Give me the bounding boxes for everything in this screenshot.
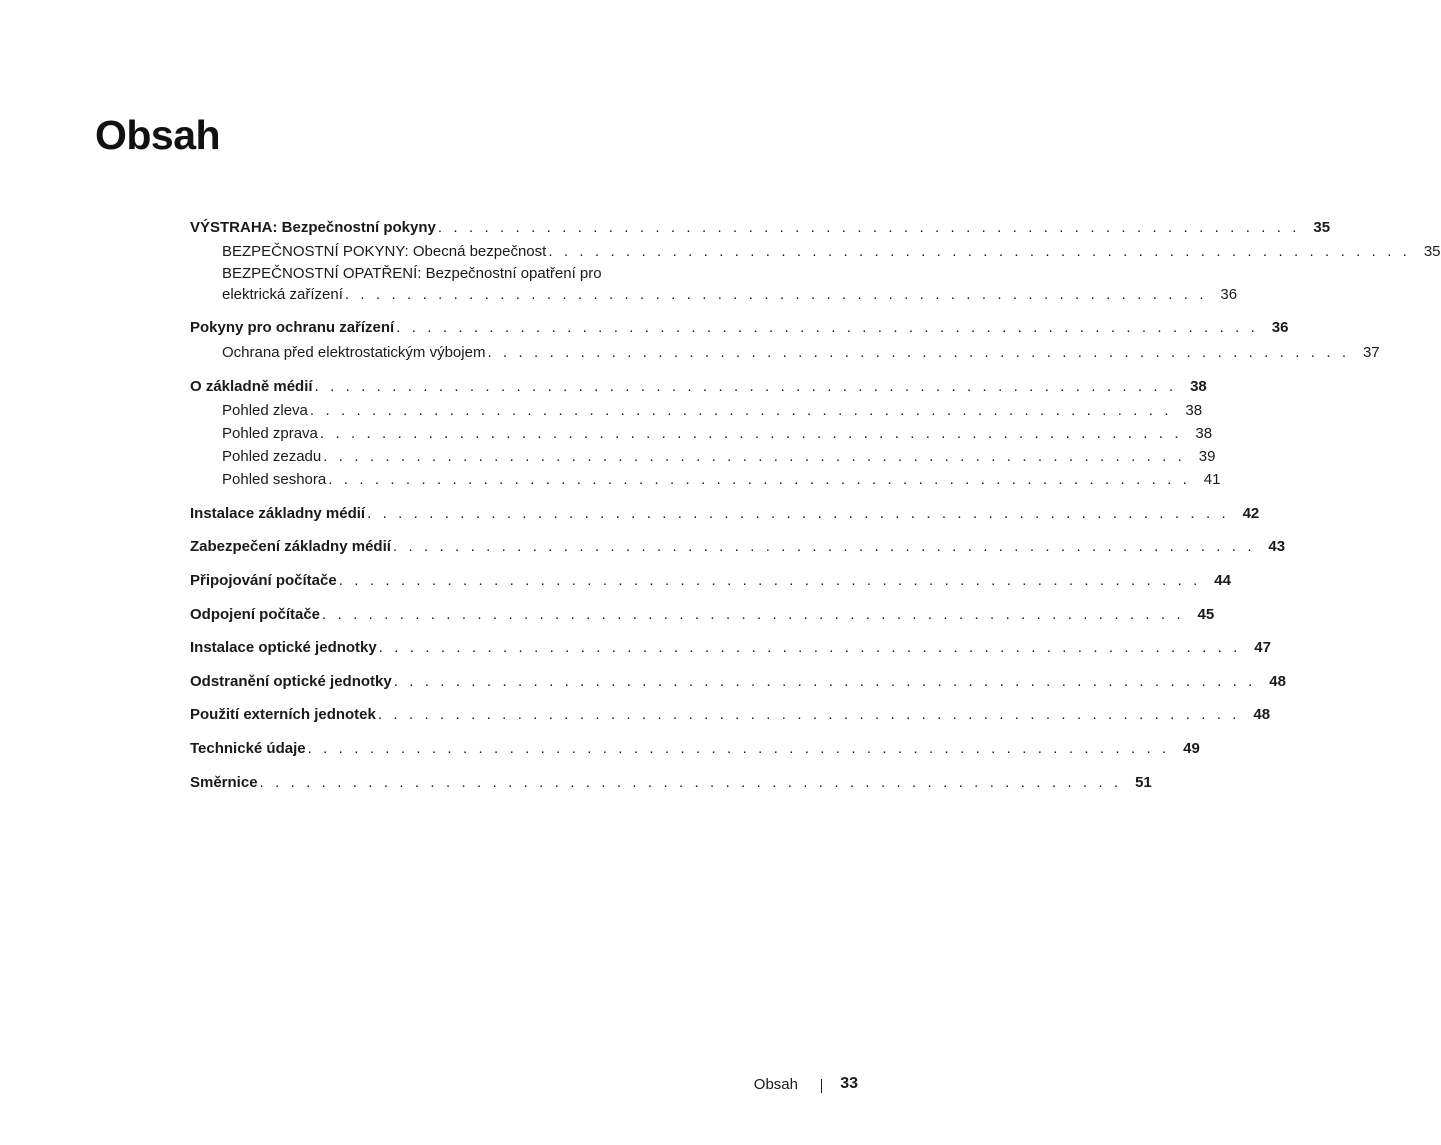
toc-entry-bezpecnostni-opatreni[interactable]: [222, 285, 1238, 305]
toc-entry-label: Ochrana před elektrostatickým výbojem: [222, 344, 486, 361]
toc-entry-page: 44: [1214, 572, 1231, 589]
toc-entry-label: Pohled zleva: [222, 402, 308, 419]
toc-entry-label: Směrnice: [190, 774, 258, 791]
toc-entry-page: 36: [1220, 286, 1238, 303]
toc-entry-page: 41: [1203, 471, 1221, 488]
toc-entry-page: 47: [1254, 639, 1271, 656]
toc-entry-page: 45: [1197, 606, 1215, 623]
leader-dots: . . . . . . . . . . . . . . . . . . . . . . . . . . . . . . . . . . . . . . . . . . . . . . . . . . . . . . . .: [307, 740, 1170, 757]
toc-entry-page: 38: [1185, 402, 1203, 419]
leader-dots: . . . . . . . . . . . . . . . . . . . . . . . . . . . . . . . . . . . . . . . . . . . . . . . . . . . . . . . .: [259, 774, 1122, 791]
toc-entry-page: 36: [1271, 319, 1289, 336]
toc-entry-page: 43: [1268, 538, 1286, 555]
toc-entry-page: 51: [1135, 774, 1152, 791]
toc-entry-label: O základně médií: [190, 378, 313, 395]
leader-dots: . . . . . . . . . . . . . . . . . . . . . . . . . . . . . . . . . . . . . . . . . . . . . . . . . . . . . . . .: [344, 286, 1208, 303]
leader-dots: . . . . . . . . . . . . . . . . . . . . . . . . . . . . . . . . . . . . . . . . . . . . . . . . . . . . . . . .: [377, 706, 1241, 723]
toc-entry-label: Pohled zezadu: [222, 448, 322, 465]
toc-entry-instalace-zakladny[interactable]: [190, 504, 1260, 524]
leader-dots: . . . . . . . . . . . . . . . . . . . . . . . . . . . . . . . . . . . . . . . . . . . . . . . . . . . . . . . .: [437, 219, 1301, 236]
toc-entry-o-zakladne[interactable]: [190, 377, 1207, 397]
toc-entry-label: Použití externích jednotek: [190, 706, 376, 723]
toc-entry-label: Zabezpečení základny médií: [190, 538, 391, 555]
leader-dots: . . . . . . . . . . . . . . . . . . . . . . . . . . . . . . . . . . . . . . . . . . . . . . . . . . . . . . . .: [319, 425, 1183, 442]
leader-dots: . . . . . . . . . . . . . . . . . . . . . . . . . . . . . . . . . . . . . . . . . . . . . . . . . . . . . . . .: [548, 243, 1411, 260]
toc-entry-label: Instalace optické jednotky: [190, 639, 377, 656]
toc-entry-label: Pohled zprava: [222, 425, 318, 442]
toc-entry-page: 48: [1253, 706, 1271, 723]
toc-entry-instalace-opticke[interactable]: [190, 638, 1271, 658]
toc-entry-odpojeni[interactable]: [190, 605, 1215, 625]
toc-entry-pohled-zezadu[interactable]: [222, 447, 1216, 467]
toc-entry-zabezpeceni[interactable]: [190, 537, 1286, 557]
toc-entry-page: 39: [1198, 448, 1216, 465]
toc-entry-technicke[interactable]: [190, 739, 1200, 759]
toc-entry-pripojovani[interactable]: [190, 571, 1231, 591]
page-footer: [700, 1076, 860, 1098]
leader-dots: . . . . . . . . . . . . . . . . . . . . . . . . . . . . . . . . . . . . . . . . . . . . . . . . . . . . . . . .: [378, 639, 1241, 656]
leader-dots: . . . . . . . . . . . . . . . . . . . . . . . . . . . . . . . . . . . . . . . . . . . . . . . . . . . . . . . .: [487, 344, 1350, 361]
toc-entry-bezpecnostni-opatreni-line1[interactable]: BEZPEČNOSTNÍ OPATŘENÍ: Bezpečnostní opatření pro: [222, 265, 602, 282]
toc-entry-bezpecnostni-pokyny[interactable]: [222, 242, 1441, 262]
toc-entry-pohled-seshora[interactable]: [222, 470, 1221, 490]
toc-entry-label: Odstranění optické jednotky: [190, 673, 392, 690]
toc-entry-label: Pohled seshora: [222, 471, 327, 488]
toc-entry-ochrana-esd[interactable]: [222, 343, 1380, 363]
leader-dots: . . . . . . . . . . . . . . . . . . . . . . . . . . . . . . . . . . . . . . . . . . . . . . . . . . . . . . . .: [314, 378, 1177, 395]
toc-entry-pokyny-ochrana[interactable]: [190, 318, 1289, 338]
footer-section-title: Obsah: [753, 1076, 798, 1093]
toc-entry-pohled-zprava[interactable]: [222, 424, 1213, 444]
toc-entry-label: Instalace základny médií: [190, 505, 366, 522]
toc-entry-pohled-zleva[interactable]: [222, 401, 1203, 421]
toc-entry-page: 38: [1190, 378, 1207, 395]
toc-entry-label: VÝSTRAHA: Bezpečnostní pokyny: [190, 219, 436, 236]
leader-dots: . . . . . . . . . . . . . . . . . . . . . . . . . . . . . . . . . . . . . . . . . . . . . . . . . . . . . . . .: [323, 448, 1186, 465]
toc-entry-page: 38: [1195, 425, 1213, 442]
leader-dots: . . . . . . . . . . . . . . . . . . . . . . . . . . . . . . . . . . . . . . . . . . . . . . . . . . . . . . . .: [328, 471, 1191, 488]
footer-page-number: 33: [840, 1075, 858, 1092]
toc-entry-page: 35: [1313, 219, 1331, 236]
leader-dots: . . . . . . . . . . . . . . . . . . . . . . . . . . . . . . . . . . . . . . . . . . . . . . . . . . . . . . . .: [392, 538, 1256, 555]
footer-divider: [821, 1079, 822, 1093]
toc-entry-odstraneni-opticke[interactable]: [190, 672, 1286, 692]
leader-dots: . . . . . . . . . . . . . . . . . . . . . . . . . . . . . . . . . . . . . . . . . . . . . . . . . . . . . . . .: [309, 402, 1173, 419]
leader-dots: . . . . . . . . . . . . . . . . . . . . . . . . . . . . . . . . . . . . . . . . . . . . . . . . . . . . . . . .: [338, 572, 1201, 589]
leader-dots: . . . . . . . . . . . . . . . . . . . . . . . . . . . . . . . . . . . . . . . . . . . . . . . . . . . . . . . .: [393, 673, 1256, 690]
toc-entry-smernice[interactable]: [190, 773, 1152, 793]
toc-entry-page: 49: [1183, 740, 1200, 757]
page-title: Obsah: [95, 112, 221, 158]
toc-entry-page: 35: [1423, 243, 1441, 260]
toc-entry-page: 37: [1362, 344, 1380, 361]
leader-dots: . . . . . . . . . . . . . . . . . . . . . . . . . . . . . . . . . . . . . . . . . . . . . . . . . . . . . . . .: [396, 319, 1259, 336]
toc-entry-page: 48: [1269, 673, 1286, 690]
toc-entry-label: Odpojení počítače: [190, 606, 321, 623]
toc-entry-label: Pokyny pro ochranu zařízení: [190, 319, 395, 336]
toc-entry-label: BEZPEČNOSTNÍ POKYNY: Obecná bezpečnost: [222, 243, 547, 260]
leader-dots: . . . . . . . . . . . . . . . . . . . . . . . . . . . . . . . . . . . . . . . . . . . . . . . . . . . . . . . .: [367, 505, 1230, 522]
toc-entry-externi[interactable]: [190, 705, 1271, 725]
toc-entry-label: elektrická zařízení: [222, 286, 343, 303]
leader-dots: . . . . . . . . . . . . . . . . . . . . . . . . . . . . . . . . . . . . . . . . . . . . . . . . . . . . . . . .: [322, 606, 1185, 623]
toc-entry-label: Připojování počítače: [190, 572, 337, 589]
toc-entry-label: Technické údaje: [190, 740, 306, 757]
toc-entry-vystraha[interactable]: [190, 218, 1331, 238]
toc-entry-page: 42: [1242, 505, 1260, 522]
